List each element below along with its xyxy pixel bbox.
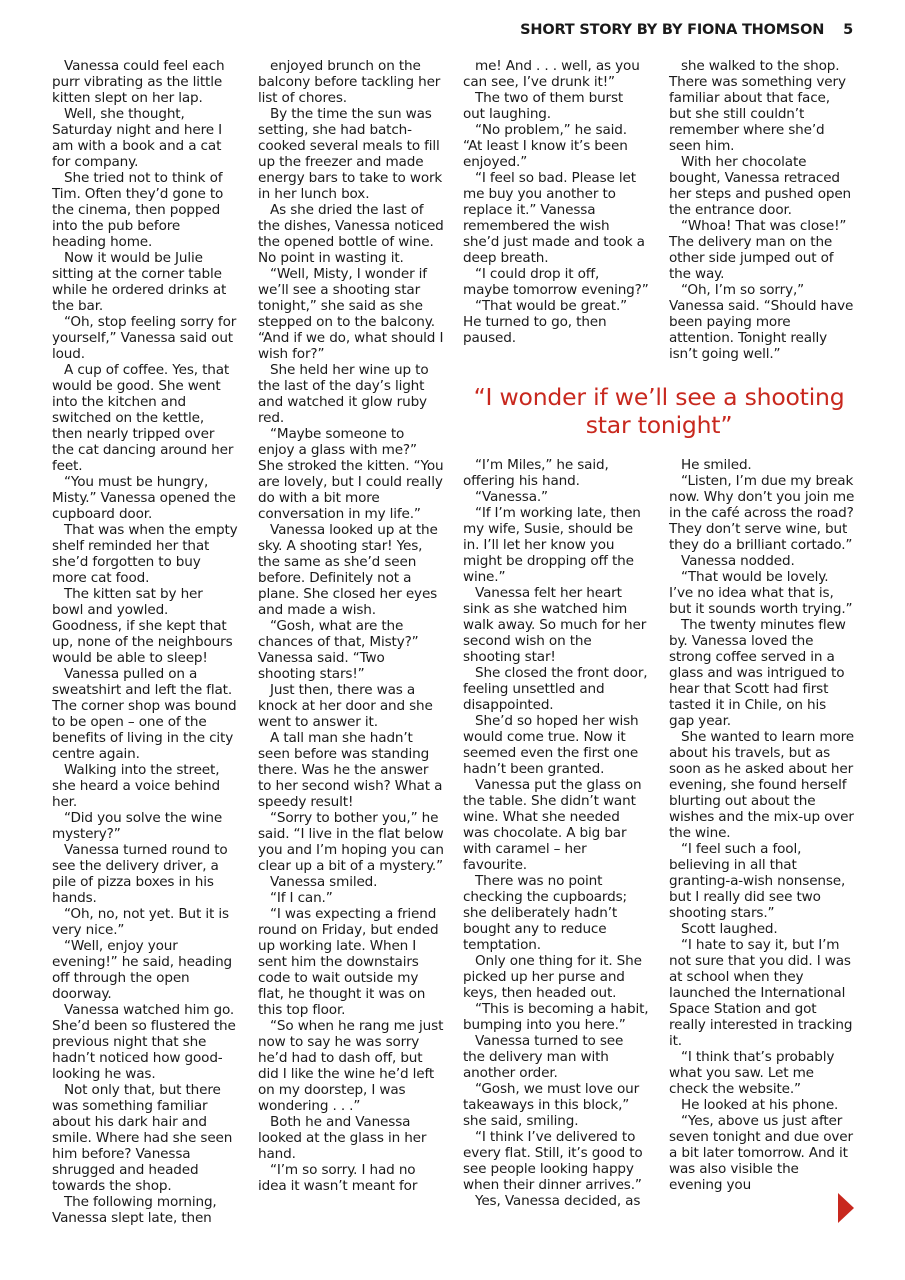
paragraph: The following morning, Vanessa slept late, then (52, 1194, 217, 1226)
paragraph: Both he and Vanessa looked at the glass in her hand. (258, 1114, 427, 1162)
paragraph: “Yes, above us just after seven tonight and due over a bit later tomorrow. And it was also visible the evening you (669, 1113, 853, 1193)
paragraph: “So when he rang me just now to say he was sorry he’d had to dash off, but did I like the wine he’d left on my doorstep, I was wondering . . .” (258, 1018, 444, 1114)
paragraph: “Oh, I’m so sorry,” Vanessa said. “Should have been paying more attention. Tonight really isn’t going well.” (669, 282, 854, 362)
pull-quote: “I wonder if we’ll see a shooting star tonight” (473, 383, 845, 439)
paragraph: “No problem,” he said. “At least I know it’s been enjoyed.” (463, 122, 628, 170)
paragraph: Not only that, but there was something familiar about his dark hair and smile. Where had she seen him before? Vanessa shrugged and headed towards the shop. (52, 1082, 233, 1194)
paragraph: She tried not to think of Tim. Often they’d gone to the cinema, then popped into the pub before heading home. (52, 170, 224, 250)
paragraph: “Oh, stop feeling sorry for yourself,” Vanessa said out loud. (52, 314, 237, 362)
paragraph: “I was expecting a friend round on Friday, but ended up working late. When I sent him the downstairs code to wait outside my flat, he thought it was on this top floor. (258, 906, 439, 1018)
paragraph: A cup of coffee. Yes, that would be good. She went into the kitchen and switched on the kettle, then nearly tripped over the cat dancing around her feet. (52, 362, 234, 474)
paragraph: As she dried the last of the dishes, Vanessa noticed the opened bottle of wine. No point in wasting it. (258, 202, 444, 266)
paragraph: “Did you solve the wine mystery?” (52, 810, 223, 842)
paragraph: Vanessa watched him go. She’d been so flustered the previous night that she hadn’t noticed how good-looking he was. (52, 1002, 236, 1082)
paragraph: He looked at his phone. (681, 1097, 839, 1113)
paragraph: “Well, Misty, I wonder if we’ll see a shooting star tonight,” she said as she stepped on to the balcony. “And if we do, what should I wish for?” (258, 266, 444, 362)
paragraph: Vanessa pulled on a sweatshirt and left the flat. The corner shop was bound to be open – one of the benefits of living in the city centre again. (52, 666, 237, 762)
paragraph: Vanessa smiled. (270, 874, 378, 890)
text-column-3-bottom (463, 457, 649, 1209)
paragraph: Vanessa could feel each purr vibrating as the little kitten slept on her lap. (52, 58, 225, 106)
paragraph: “That would be lovely. I’ve no idea what that is, but it sounds worth trying.” (669, 569, 853, 617)
paragraph: “Gosh, we must love our takeaways in this block,” she said, smiling. (463, 1081, 640, 1129)
paragraph: He smiled. (681, 457, 752, 473)
paragraph: “Oh, no, not yet. But it is very nice.” (52, 906, 229, 938)
paragraph: “That would be great.” He turned to go, then paused. (463, 298, 628, 346)
paragraph: With her chocolate bought, Vanessa retraced her steps and pushed open the entrance door. (669, 154, 852, 218)
paragraph: Vanessa looked up at the sky. A shooting star! Yes, the same as she’d seen before. Definitely not a plane. She closed her eyes and made a wish. (258, 522, 438, 618)
paragraph: Just then, there was a knock at her door and she went to answer it. (258, 682, 433, 730)
paragraph: That was when the empty shelf reminded her that she’d forgotten to buy more cat food. (52, 522, 238, 586)
paragraph: “If I can.” (270, 890, 333, 906)
paragraph: Vanessa turned to see the delivery man with another order. (463, 1033, 624, 1081)
paragraph: Scott laughed. (681, 921, 778, 937)
paragraph: “Whoa! That was close!” The delivery man on the other side jumped out of the way. (669, 218, 847, 282)
paragraph: “I’m Miles,” he said, offering his hand. (463, 457, 609, 489)
paragraph: “I could drop it off, maybe tomorrow evening?” (463, 266, 649, 298)
text-column-3-top (463, 58, 649, 346)
page-number: 5 (843, 22, 853, 38)
paragraph: “Listen, I’m due my break now. Why don’t you join me in the café across the road? They don’t serve wine, but they do a brilliant cortado.” (669, 473, 855, 553)
paragraph: Only one thing for it. She picked up her purse and keys, then headed out. (463, 953, 642, 1001)
paragraph: “I think I’ve delivered to every flat. Still, it’s good to see people looking happy when their dinner arrives.” (463, 1129, 643, 1193)
text-column-1 (52, 58, 238, 1226)
paragraph: Well, she thought, Saturday night and here I am with a book and a cat for company. (52, 106, 222, 170)
running-title: SHORT STORY BY BY FIONA THOMSON (520, 22, 825, 38)
paragraph: A tall man she hadn’t seen before was standing there. Was he the answer to her second wish? What a speedy result! (258, 730, 443, 810)
paragraph: Yes, Vanessa decided, as (475, 1193, 641, 1209)
paragraph: Vanessa felt her heart sink as she watched him walk away. So much for her second wish on the shooting star! (463, 585, 647, 665)
paragraph: She’d so hoped her wish would come true. Now it seemed even the first one hadn’t been granted. (463, 713, 639, 777)
paragraph: “I feel such a fool, believing in all that granting-a-wish nonsense, but I really did see two shooting stars.” (669, 841, 846, 921)
page-header (520, 22, 853, 38)
paragraph: “This is becoming a habit, bumping into you here.” (463, 1001, 649, 1033)
paragraph: The kitten sat by her bowl and yowled. Goodness, if she kept that up, none of the neighbours would be able to sleep! (52, 586, 233, 666)
paragraph: By the time the sun was setting, she had batch-cooked several meals to fill up the freezer and made energy bars to take to work in her lunch box. (258, 106, 443, 202)
paragraph: enjoyed brunch on the balcony before tackling her list of chores. (258, 58, 441, 106)
paragraph: There was no point checking the cupboards; she deliberately hadn’t bought any to reduce temptation. (463, 873, 627, 953)
paragraph: Vanessa put the glass on the table. She didn’t want wine. What she needed was chocolate. A big bar with caramel – her favourite. (463, 777, 642, 873)
paragraph: The two of them burst out laughing. (463, 90, 624, 122)
paragraph: “Well, enjoy your evening!” he said, heading off through the open doorway. (52, 938, 233, 1002)
text-column-2 (258, 58, 444, 1194)
paragraph: “You must be hungry, Misty.” Vanessa opened the cupboard door. (52, 474, 236, 522)
paragraph: She closed the front door, feeling unsettled and disappointed. (463, 665, 648, 713)
paragraph: “I hate to say it, but I’m not sure that you did. I was at school when they launched the International Space Station and got really interested in tracking it. (669, 937, 853, 1049)
paragraph: Now it would be Julie sitting at the corner table while he ordered drinks at the bar. (52, 250, 227, 314)
paragraph: “I’m so sorry. I had no idea it wasn’t meant for (258, 1162, 418, 1194)
paragraph: me! And . . . well, as you can see, I’ve drunk it!” (463, 58, 640, 90)
paragraph: “If I’m working late, then my wife, Susie, should be in. I’ll let her know you might be dropping off the wine.” (463, 505, 641, 585)
paragraph: she walked to the shop. There was something very familiar about that face, but she still couldn’t remember where she’d seen him. (669, 58, 846, 154)
paragraph: She held her wine up to the last of the day’s light and watched it glow ruby red. (258, 362, 429, 426)
continue-arrow-icon (838, 1193, 854, 1223)
paragraph: “I feel so bad. Please let me buy you another to replace it.” Vanessa remembered the wish she’d just made and took a deep breath. (463, 170, 645, 266)
paragraph: She wanted to learn more about his travels, but as soon as he asked about her evening, she found herself blurting out about the wishes and the mix-up over the wine. (669, 729, 854, 841)
paragraph: “Sorry to bother you,” he said. “I live in the flat below you and I’m hoping you can clear up a bit of a mystery.” (258, 810, 444, 874)
paragraph: “I think that’s probably what you saw. Let me check the website.” (669, 1049, 835, 1097)
paragraph: The twenty minutes flew by. Vanessa loved the strong coffee served in a glass and was intrigued to hear that Scott had first tasted it in Chile, on his gap year. (669, 617, 846, 729)
text-column-4-bottom (669, 457, 855, 1193)
paragraph: “Vanessa.” (475, 489, 548, 505)
paragraph: “Maybe someone to enjoy a glass with me?” She stroked the kitten. “You are lovely, but I could really do with a bit more conversation in my life.” (258, 426, 444, 522)
paragraph: Walking into the street, she heard a voice behind her. (52, 762, 220, 810)
paragraph: Vanessa turned round to see the delivery driver, a pile of pizza boxes in his hands. (52, 842, 228, 906)
paragraph: “Gosh, what are the chances of that, Misty?” Vanessa said. “Two shooting stars!” (258, 618, 419, 682)
paragraph: Vanessa nodded. (681, 553, 795, 569)
text-column-4-top (669, 58, 855, 362)
